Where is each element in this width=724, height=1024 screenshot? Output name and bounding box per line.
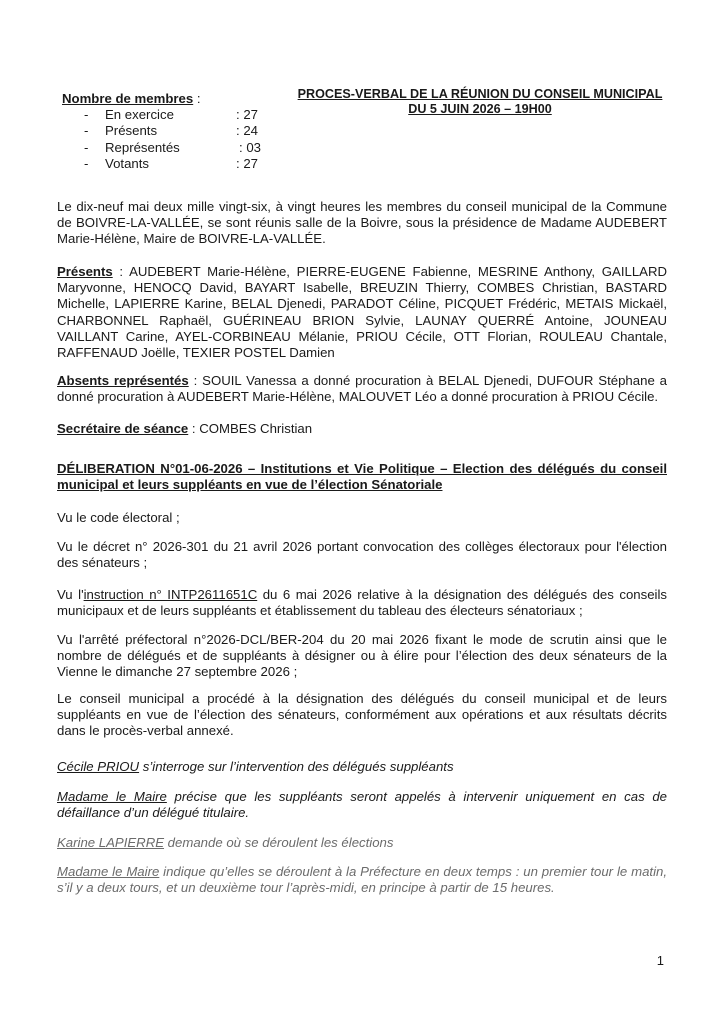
members-label: En exercice: [105, 107, 174, 123]
vu-code-electoral: Vu le code électoral ;: [57, 510, 180, 525]
members-value: : 24: [236, 123, 258, 139]
secretaire-label: Secrétaire de séance: [57, 421, 189, 436]
exchange-3: [57, 835, 667, 851]
title-line-1: PROCES-VERBAL DE LA RÉUNION DU CONSEIL MUNICIPAL: [297, 87, 663, 101]
list-dash: -: [84, 107, 89, 123]
members-value: : 27: [236, 155, 258, 171]
deliberation-heading: DÉLIBERATION N°01-06-2026 – Institutions et Vie Politique – Election des délégués du conseil municipal et leurs suppléants en vue de l’élection Sénatoriale: [57, 461, 667, 493]
members-row-presents: [62, 123, 292, 139]
conseil-paragraph: Le conseil municipal a procédé à la désignation des délégués du conseil municipal et de leurs suppléants en vue de l’élection des sénateurs, conformément aux opérations et aux résultats décrits dans le procès-verbal annexé.: [57, 691, 667, 739]
exchange-text: précise que les suppléants seront appelés à intervenir uniquement en cas de défaillance d’un délégué titulaire.: [57, 789, 668, 821]
vu-instruction-rest: du 6 mai 2026 relative à la désignation des délégués des conseils municipaux et de leurs suppléants et établissement du tableau des électeurs sénatoriaux ;: [57, 587, 667, 619]
exchange-text: indique qu’elles se déroulent à la Préfecture en deux temps : un premier tour le matin, s’il y a deux tours, et un deuxième tour l’après-midi, en principe à partir de 15 heures.: [57, 864, 667, 896]
instruction-link[interactable]: instruction n° INTP2611651C: [83, 587, 258, 602]
presents-list: : AUDEBERT Marie-Hélène, PIERRE-EUGENE Fabienne, MESRINE Anthony, GAILLARD Maryvonne, HENOCQ David, BAYART Isabelle, BREUZIN Thierry, COMBES Christian, BASTARD Michelle, LAPIERRE Karine, BELAL Djenedi, PARADOT Céline, PICQUET Frédéric, METAIS Mickaël, CHARBONNEL Raphaël, GUÉRINEAU BRION Sylvie, LAUNAY QUERRÉ Antoine, JOUNEAU VAILLANT Carine, AYEL-CORBINEAU Mélanie, PRIOU Cécile, OTT Florian, ROULEAU Chantale, RAFFENAUD Joëlle, TEXIER POSTEL Damien: [57, 264, 667, 361]
members-block: [62, 91, 292, 172]
absents-label: Absents représentés: [57, 373, 189, 388]
speaker-name: Madame le Maire: [57, 789, 167, 804]
secretaire-paragraph: [57, 421, 667, 437]
absents-list: : SOUIL Vanessa a donné procuration à BELAL Djenedi, DUFOUR Stéphane a donné procuration à AUDEBERT Marie-Hélène, MALOUVET Léo a donné procuration à PRIOU Cécile.: [57, 373, 668, 405]
list-dash: -: [84, 155, 89, 171]
members-label: Représentés: [105, 139, 180, 155]
exchange-text: demande où se déroulent les élections: [164, 835, 394, 850]
exchange-text: s’interroge sur l’intervention des délégués suppléants: [139, 759, 454, 774]
speaker-name: Karine LAPIERRE: [57, 835, 165, 850]
presents-paragraph: [57, 264, 667, 361]
secretaire-name: : COMBES Christian: [188, 421, 313, 436]
speaker-name: Madame le Maire: [57, 864, 160, 879]
members-label: Votants: [105, 155, 149, 171]
members-value: : 03: [239, 139, 261, 155]
members-row-representes: [62, 140, 292, 156]
intro-paragraph: Le dix-neuf mai deux mille vingt-six, à vingt heures les membres du conseil municipal de la Commune de BOIVRE-LA-VALLÉE, se sont réunis salle de la Boivre, sous la présidence de Madame AUDEBERT Marie-Hélène, Maire de BOIVRE-LA-VALLÉE.: [57, 199, 667, 247]
members-value: : 27: [236, 107, 258, 123]
document-title: [280, 87, 680, 116]
vu-decret: Vu le décret n° 2026-301 du 21 avril 2026 portant convocation des collèges électoraux pour l'élection des sénateurs ;: [57, 539, 667, 571]
members-row-votants: [62, 156, 292, 172]
list-dash: -: [84, 123, 89, 139]
vu-arrete: Vu l'arrêté préfectoral n°2026-DCL/BER-204 du 20 mai 2026 fixant le mode de scrutin ainsi que le nombre de délégués et de suppléants à désigner ou à élire pour l’élection des deux sénateurs de la Vienne le dimanche 27 septembre 2026 ;: [57, 632, 667, 680]
members-heading: Nombre de membres: [62, 91, 194, 106]
vu-instruction-prefix: Vu l': [57, 587, 84, 602]
page-number: 1: [656, 953, 664, 968]
members-row-exercice: [62, 107, 292, 123]
members-label: Présents: [105, 123, 158, 139]
vu-instruction: [57, 587, 667, 619]
presents-label: Présents: [57, 264, 113, 279]
speaker-name: Cécile PRIOU: [57, 759, 140, 774]
members-heading-row: [62, 91, 292, 107]
exchange-2: [57, 789, 667, 821]
exchange-4: [57, 864, 667, 896]
members-heading-suffix: :: [193, 91, 201, 106]
absents-paragraph: [57, 373, 667, 405]
title-line-2: DU 5 JUIN 2026 – 19H00: [408, 101, 552, 116]
list-dash: -: [84, 139, 89, 155]
exchange-1: [57, 759, 667, 775]
